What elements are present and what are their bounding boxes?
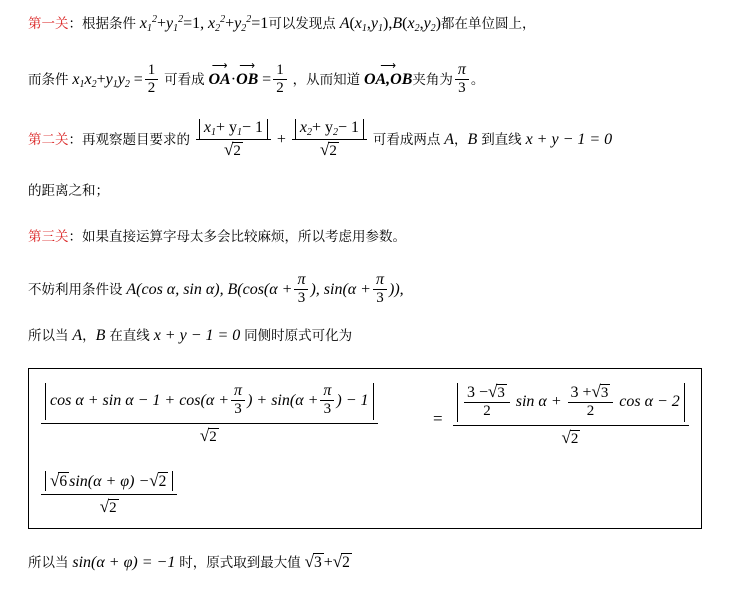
fraction-pi-over-3: $\frac{\pi}{3}$ [455, 61, 469, 98]
lhs-fraction [41, 381, 378, 448]
plus-3: + [96, 70, 106, 88]
equals-1: = [133, 70, 143, 88]
conclusion-line [28, 553, 352, 572]
vector-OB: ⟶ OB [236, 59, 259, 88]
second-abs: √6 sin(α + φ) −√2 [45, 471, 173, 491]
plus-4: + [276, 130, 286, 148]
step3-line2 [28, 272, 404, 309]
param-point-B-close: )), [389, 280, 404, 298]
vector-arrow-icon: ⟶ [211, 59, 228, 72]
fraction-pi-3-f1: $\frac{\pi}{3}$ [231, 382, 245, 419]
lparen-a: ( [349, 15, 355, 32]
rhs-fraction [453, 381, 689, 450]
sqrt-3-a: √3 [488, 382, 505, 401]
step1-text3: 都在单位圆上， [441, 16, 536, 32]
period-1: 。 [470, 71, 485, 88]
param-point-B-mid: ), sin(α + [310, 280, 371, 298]
sqrt-2-result: √2 [332, 552, 350, 571]
conclusion-text2: 时，原式取到最大值 [179, 555, 301, 571]
step3-line3 [28, 327, 352, 345]
sqrt-3-result: √3 [304, 552, 322, 571]
point-B-2: B [467, 130, 478, 148]
vector-OA-OB: ⟶ OA,OB [363, 59, 413, 88]
fraction-pi-over-3-c: $\frac{\pi}{3}$ [373, 271, 387, 308]
rhs-abs: $\frac{3 -√3}{2}$ sin α + $\frac{3 +√3}{2}$ cos α − 2 [457, 383, 685, 422]
step2-line2 [28, 182, 109, 199]
fraction-pi-over-3-b: $\frac{\pi}{3}$ [294, 271, 308, 308]
coord-ay: $y_1$ [370, 15, 384, 34]
eq-one-1: =1, [183, 15, 205, 32]
step3-text5: 同侧时原式可化为 [244, 328, 353, 344]
conclusion-expression: sin(α + φ) = −1 [72, 554, 176, 571]
step1-text1: 根据条件 [82, 16, 136, 32]
step3-label: 第三关 [28, 229, 69, 245]
step1-text4: 而条件 [28, 71, 69, 88]
lparen-b: ( [402, 15, 408, 32]
conclusion-text1: 所以当 [28, 555, 69, 571]
point-A: A [339, 15, 350, 32]
term-x1x2: $x_1x_2$ [72, 70, 97, 90]
formula-lhs [41, 381, 378, 448]
coef-fraction-2: $\frac{3 +√3}{2}$ [568, 382, 614, 421]
eq-x1: $x_1^2$ [139, 14, 157, 34]
step2-text1: 再观察题目要求的 [82, 131, 190, 148]
fraction-half-1: $\frac{1}{2}$ [145, 62, 159, 98]
sqrt-2-f: √2 [99, 497, 117, 516]
equals-2: = [262, 70, 272, 88]
step2-line1 [28, 120, 612, 161]
eq-x2: $x_2^2$ [208, 14, 226, 34]
comma-mid: , [388, 15, 393, 32]
sqrt-2-d: √2 [561, 427, 579, 447]
point-A-2: A [444, 130, 455, 148]
plus-2: + [225, 15, 235, 32]
step2-colon: ： [68, 131, 82, 148]
coord-by: $y_2$ [423, 15, 436, 34]
comma-b: , [419, 15, 424, 32]
distance-fraction-1 [196, 119, 271, 160]
point-B: B [392, 15, 403, 32]
step3-text2: 不妨利用条件设 [28, 281, 123, 298]
second-fraction [41, 469, 177, 519]
lhs-abs: cos α + sin α − 1 + cos(α + $\frac{\pi}{3}$ ) + sin(α + $\frac{\pi}{3}$ ) − 1 [45, 383, 374, 420]
step2-label: 第二关 [28, 131, 69, 148]
step3-text3: 所以当 [28, 328, 69, 344]
sqrt-2-e: √2 [149, 471, 167, 490]
sqrt-2-b: √2 [319, 139, 337, 159]
step3-text4: 在直线 [109, 328, 150, 344]
param-point-B-open: B(cos(α + [227, 280, 293, 298]
step1-text7: 夹角为 [412, 71, 453, 88]
step3-line1 [28, 228, 406, 245]
abs-expr-1: $x_1+ y_1- 1$ [199, 119, 268, 139]
formula-second-row [41, 469, 177, 519]
param-point-A: A(cos α, sin α), [126, 280, 224, 298]
eq-one-2: =1 [251, 15, 269, 32]
step2-text4: 的距离之和； [28, 183, 109, 199]
point-B-3: B [95, 327, 106, 344]
step3-colon: ： [68, 229, 82, 245]
formula-equals: = [433, 409, 443, 428]
formula-rhs [453, 381, 689, 450]
sqrt-6: √6 [50, 471, 68, 490]
coord-ax: $x_1$ [354, 15, 367, 34]
step1-text6: ，从而知道 [292, 71, 361, 88]
rparen-a: ) [383, 15, 389, 32]
rparen-b: ) [435, 15, 441, 32]
step1-line2 [28, 59, 485, 99]
line-equation-1: x + y − 1 = 0 [525, 130, 613, 148]
step2-text2: 可看成两点 [372, 131, 441, 148]
coef-fraction-1: $\frac{3 -√3}{2}$ [464, 382, 510, 421]
abs-expr-2: $x_2+ y_2- 1$ [295, 119, 364, 139]
comma-cn: ， [454, 131, 468, 148]
dot-product-symbol: · [230, 70, 237, 88]
comma-a: , [366, 15, 371, 32]
sqrt-2-a: √2 [224, 139, 241, 159]
step3-text1: 如果直接运算字母太多会比较麻烦，所以考虑用参数。 [82, 229, 406, 245]
sqrt-2-c: √2 [199, 425, 217, 445]
step1-colon: ： [68, 16, 82, 32]
vector-arrow-icon: ⟶ [239, 59, 256, 72]
plus-1: + [156, 15, 167, 32]
eq-y2: $y_2^2$ [234, 14, 252, 34]
comma-cn-2: ， [82, 328, 96, 344]
point-A-3: A [72, 327, 83, 344]
formula-box [28, 368, 702, 529]
sqrt-3-b: √3 [591, 382, 609, 401]
eq-y1: $y_1^2$ [166, 14, 184, 34]
step1-line1 [28, 14, 536, 34]
distance-fraction-2 [292, 119, 367, 160]
fraction-pi-3-f2: $\frac{\pi}{3}$ [320, 382, 334, 419]
step1-text2: 可以发现点 [268, 16, 336, 32]
fraction-half-2: $\frac{1}{2}$ [273, 62, 287, 98]
vector-OA: ⟶ OA [208, 59, 231, 88]
step2-text3: 到直线 [481, 131, 522, 148]
plus-result: + [323, 554, 333, 571]
coord-bx: $x_2$ [407, 15, 420, 34]
term-y1y2: $y_1y_2$ [105, 70, 130, 90]
step1-label: 第一关 [28, 16, 69, 32]
vector-arrow-icon: ⟶ [380, 59, 397, 72]
line-equation-2: x + y − 1 = 0 [153, 327, 241, 344]
step1-text5: 可看成 [164, 71, 205, 88]
